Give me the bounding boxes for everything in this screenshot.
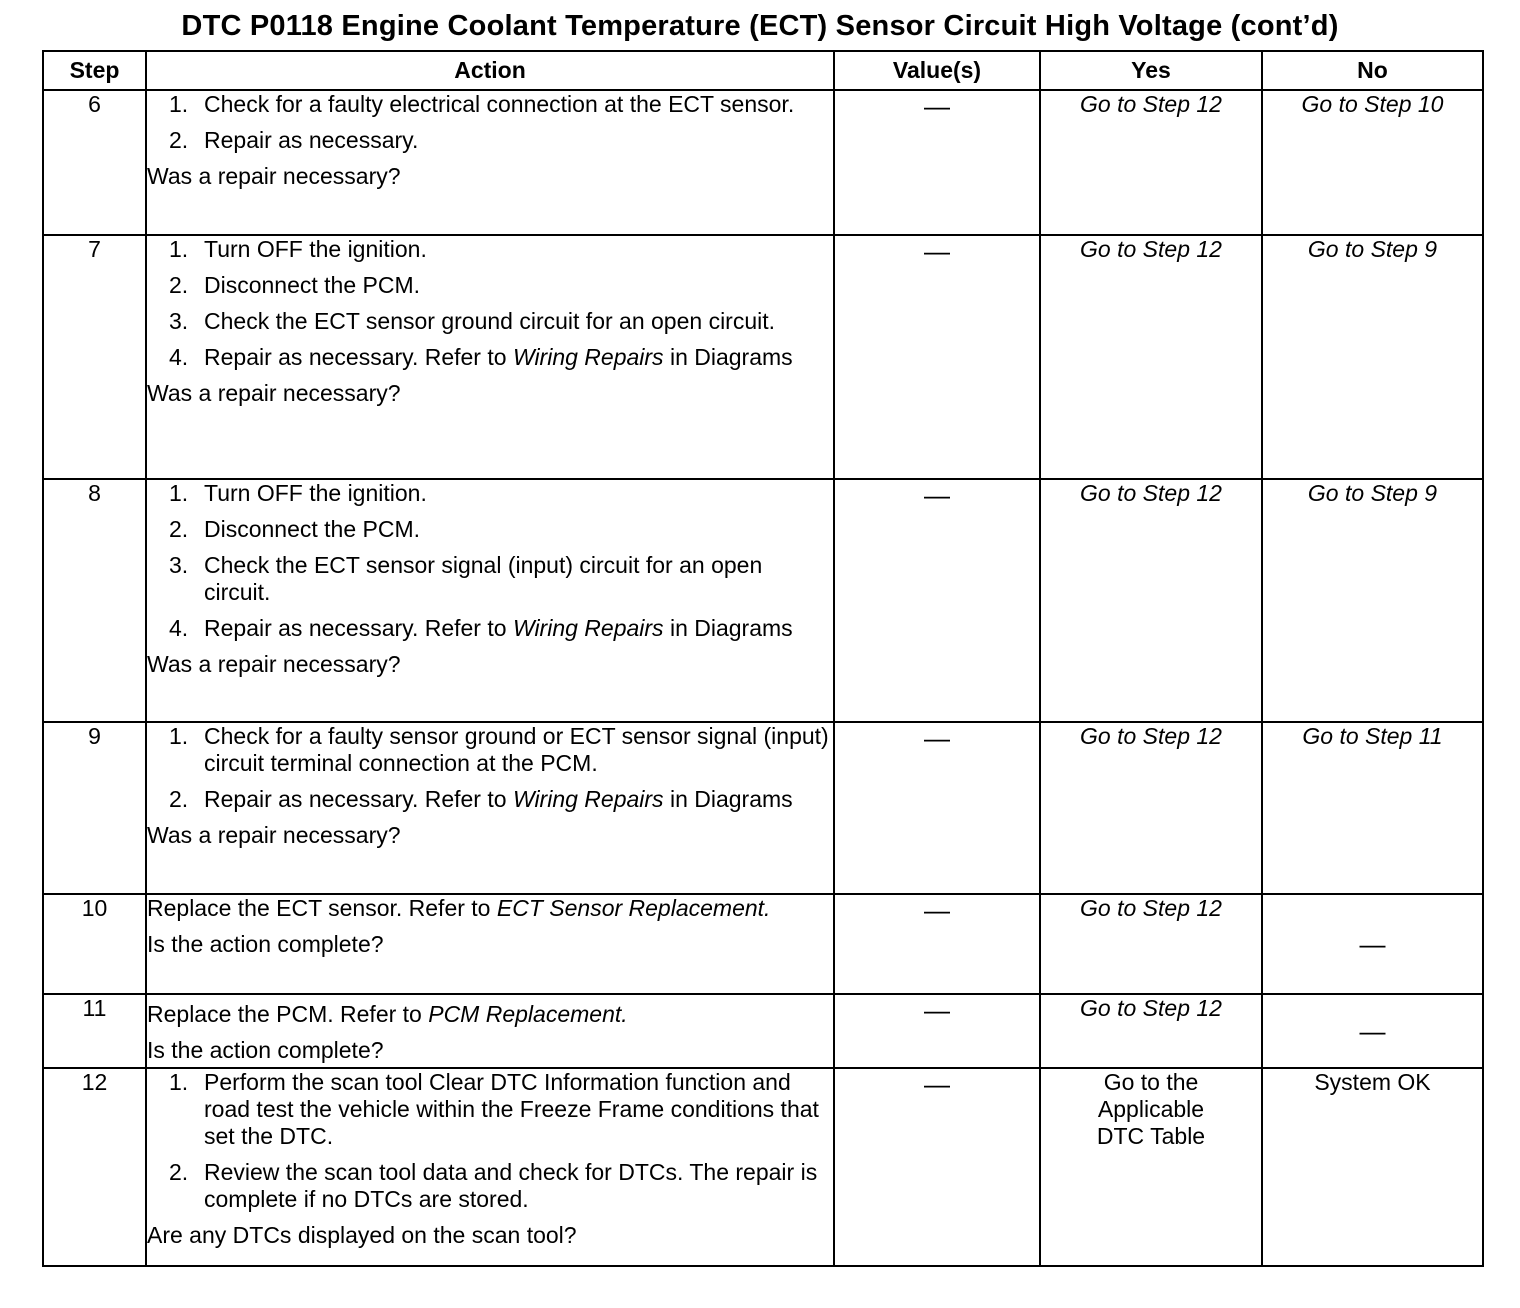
table-row	[43, 90, 1483, 235]
action-question: Is the action complete?	[147, 931, 384, 957]
action-item: 1. Check for a faulty sensor ground or ECT sensor signal (input) circuit terminal connection at the PCM.	[169, 723, 829, 776]
value-cell: —	[834, 1068, 1040, 1266]
no-result: Go to Step 9	[1262, 479, 1483, 722]
action-item: 2. Disconnect the PCM.	[169, 516, 421, 542]
action-cell	[146, 1068, 834, 1266]
step-number: 6	[43, 90, 146, 235]
header-row	[43, 51, 1483, 90]
table-row	[43, 722, 1483, 894]
table-row	[43, 479, 1483, 722]
action-question: Was a repair necessary?	[147, 163, 401, 189]
no-result: System OK	[1262, 1068, 1483, 1266]
action-text: Replace the PCM. Refer to PCM Replacement.	[147, 1001, 628, 1027]
yes-result: Go to Step 12	[1040, 894, 1262, 994]
action-cell	[146, 479, 834, 722]
yes-result: Go to Step 12	[1040, 722, 1262, 894]
page-title: DTC P0118 Engine Coolant Temperature (ECT) Sensor Circuit High Voltage (cont’d)	[181, 10, 1339, 42]
action-item: 2. Repair as necessary. Refer to Wiring Repairs in Diagrams	[169, 786, 793, 812]
yes-result: Go to Step 12	[1040, 235, 1262, 479]
step-number: 9	[43, 722, 146, 894]
table-row	[43, 1068, 1483, 1266]
value-cell: —	[834, 90, 1040, 235]
yes-result: Go to the Applicable DTC Table	[1040, 1068, 1262, 1266]
step-number: 10	[43, 894, 146, 994]
table-row	[43, 235, 1483, 479]
action-cell	[146, 722, 834, 894]
action-item: 1. Turn OFF the ignition.	[169, 480, 427, 506]
value-cell: —	[834, 994, 1040, 1068]
value-cell: —	[834, 479, 1040, 722]
action-cell	[146, 90, 834, 235]
action-item: 3. Check the ECT sensor ground circuit for an open circuit.	[169, 308, 776, 334]
action-text: Replace the ECT sensor. Refer to ECT Sensor Replacement.	[147, 895, 771, 921]
step-number: 8	[43, 479, 146, 722]
header-yes: Yes	[1040, 51, 1262, 90]
dtc-table	[42, 50, 1484, 1267]
action-item: 1. Turn OFF the ignition.	[169, 236, 427, 262]
value-cell: —	[834, 722, 1040, 894]
action-cell	[146, 235, 834, 479]
no-result: —	[1262, 994, 1483, 1068]
action-item: 4. Repair as necessary. Refer to Wiring Repairs in Diagrams	[169, 615, 793, 641]
table-row	[43, 994, 1483, 1068]
action-question: Is the action complete?	[147, 1037, 384, 1063]
step-number: 11	[43, 994, 146, 1068]
action-item: 2. Disconnect the PCM.	[169, 272, 421, 298]
action-cell	[146, 994, 834, 1068]
action-question: Are any DTCs displayed on the scan tool?	[147, 1222, 577, 1248]
action-item: 1. Check for a faulty electrical connection at the ECT sensor.	[169, 91, 795, 117]
action-question: Was a repair necessary?	[147, 380, 401, 406]
no-result: Go to Step 10	[1262, 90, 1483, 235]
value-cell: —	[834, 894, 1040, 994]
header-action: Action	[146, 51, 834, 90]
value-cell: —	[834, 235, 1040, 479]
action-item: 1. Perform the scan tool Clear DTC Information function and road test the vehicle within the Freeze Frame conditions that set the DTC.	[169, 1069, 819, 1149]
no-result: Go to Step 11	[1262, 722, 1483, 894]
yes-result: Go to Step 12	[1040, 90, 1262, 235]
step-number: 7	[43, 235, 146, 479]
no-result: —	[1262, 894, 1483, 994]
yes-result: Go to Step 12	[1040, 479, 1262, 722]
header-step: Step	[43, 51, 146, 90]
action-item: 2. Repair as necessary.	[169, 127, 419, 153]
yes-result: Go to Step 12	[1040, 994, 1262, 1068]
action-item: 3. Check the ECT sensor signal (input) circuit for an open circuit.	[169, 552, 763, 605]
no-result: Go to Step 9	[1262, 235, 1483, 479]
action-item: 4. Repair as necessary. Refer to Wiring Repairs in Diagrams	[169, 344, 793, 370]
action-item: 2. Review the scan tool data and check for DTCs. The repair is complete if no DTCs are stored.	[169, 1159, 818, 1212]
step-number: 12	[43, 1068, 146, 1266]
action-question: Was a repair necessary?	[147, 822, 401, 848]
header-no: No	[1262, 51, 1483, 90]
action-cell	[146, 894, 834, 994]
header-values: Value(s)	[834, 51, 1040, 90]
table-row	[43, 894, 1483, 994]
action-question: Was a repair necessary?	[147, 651, 401, 677]
